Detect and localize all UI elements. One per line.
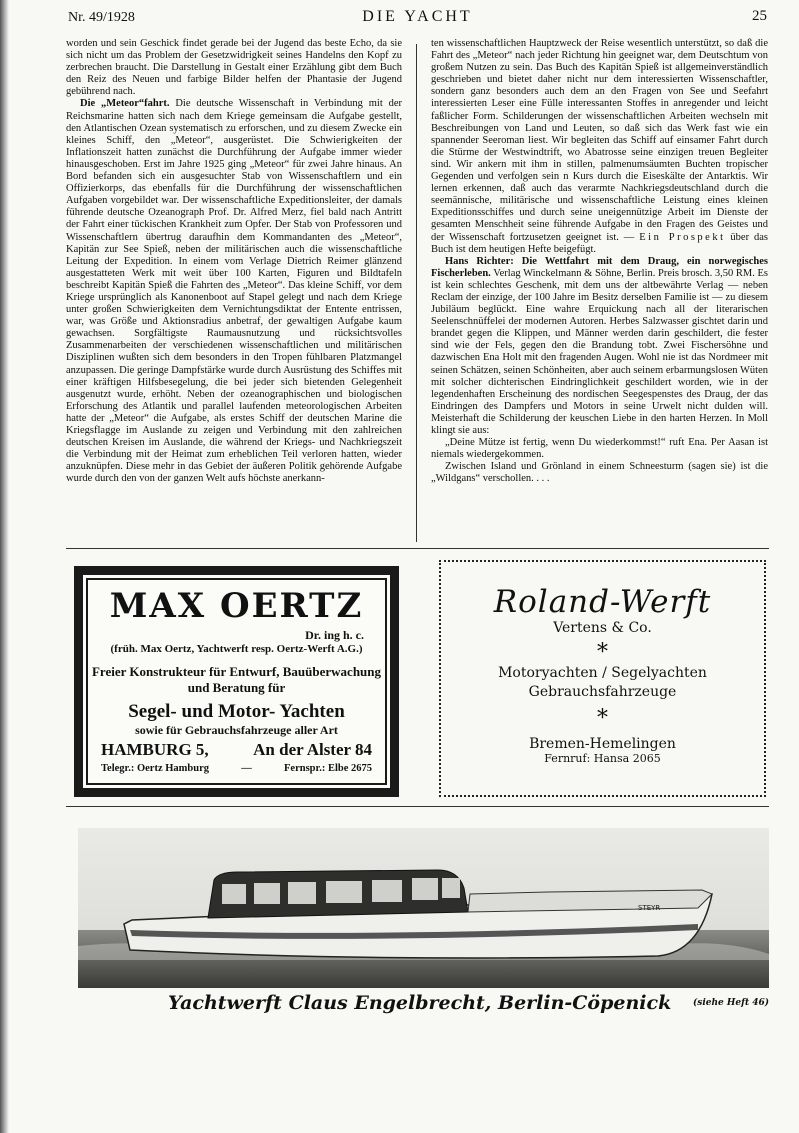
paragraph-closing: Zwischen Island und Grönland in einem Schneesturm (sagen sie) ist die „Wildgans“ verschollen. . . .	[431, 461, 768, 485]
cabin-window	[254, 883, 280, 904]
ad-phone: Fernspr.: Elbe 2675	[284, 763, 372, 774]
page-binding-edge	[0, 0, 9, 1133]
paragraph: worden und sein Geschick findet gerade bei der Jugend das beste Echo, da sie sich nicht um das Problem der Gesetzwidrigkeit seines Handelns den Kopf zu zerbrechen braucht. Die Darstellung in Gestalt einer Erzählung gibt dem Buch den Reiz des Neuen und farbige Bilder helfen der Phantasie der Jugend gebührend nach.	[66, 38, 402, 98]
ad-specialty: Segel- und Motor- Yachten	[128, 701, 345, 722]
cabin-window	[412, 878, 438, 900]
magazine-title: DIE YACHT	[362, 8, 473, 25]
ad-owner: Vertens & Co.	[553, 620, 652, 636]
ad-title: Dr. ing h. c.	[305, 628, 364, 642]
paragraph-quote: „Deine Mütze ist fertig, wenn Du wiederkommst!“ ruft Ena. Per Aasan ist niemals wiedergekommen.	[431, 437, 768, 461]
paragraph: ten wissenschaftlichen Hauptzweck der Reise wesentlich unterstützt, so daß die Fahrt des „Meteor“ nach jeder Richtung hin geeignet war, dem Deutschtum von großem Nutzen zu sein. Das Buch des Kapitän Spieß ist allgemeinverständlich geschrieben und bietet daher nicht nur dem interessierten Wissenschaftler, sondern ganz besonders auch dem an den Fragen von See und Seefahrt interessierten Leser eine Fülle interessanten Stoffes in anregender und leicht faßlicher Form. Schilderungen der wissenschaftlichen Arbeiten wechseln mit Beschreibungen von Land und Leuten, so daß sich das Werk fast wie ein spannender Seeroman liest. Wir begleiten das Schiff auf einsamer Fahrt durch die Stürme der Westwindtrift, wo Abatrosse seine einzigen treuen Begleiter sind. Wir ankern mit ihm in stillen, palmenumsäumten Buchten tropischer Gegenden und verfolgen sein n Kurs durch die Eiseskälte der Antarktis. Wir lernen erkennen, daß auch das verarmte Nachkriegsdeutschland durch die seemännische, militärische und wissenschaftliche Leistung eines kleinen Expeditionsschiffes und durch seine uneigennützige Arbeit im Dienste der gesamten Menschheit seine führende Aufgabe in den Fragen des Geistes und der Wissenschaft fortzusetzen geeignet ist. — Ein Prospekt über das Buch ist dem heutigen Hefte beigefügt.	[431, 38, 768, 255]
spaced-text: Ein Prospekt	[639, 231, 726, 243]
cabin-window	[372, 880, 402, 902]
ad-star: *	[597, 706, 608, 731]
ad-line1: Motoryachten / Segelyachten	[498, 665, 707, 681]
text-column-left	[66, 38, 402, 485]
paragraph-draug: Hans Richter: Die Wettfahrt mit dem Draug, ein norwegisches Fischerleben. Verlag Winckelmann & Söhne, Berlin. Preis brosch. 3,50 RM. Es ist kein schlechtes Geschenk, mit dem uns der altbewährte Verlag — neben Reclam der einzige, der 100 Jahre im Besitz derselben Familie ist — zu diesem Jubiläum beglückt. Eine wahre Erquickung nach all der literarischen Seelenschnüffelei der modernen Autoren. Herbes Salzwasser gischtet darin und brandet gegen die Klippen, und Männer werden darin geschildert, die fester sind wie der Fels, gegen den die Brandung tobt. Zwei Fischersöhne und dazwischen Ena Holt mit den fragenden Augen. Wohl nie ist das Nordmeer mit seinen Schätzen, seinen Schönheiten, aber auch seinem erbarmungslosen Wüten mit solcher dichterischen Eindringlichkeit geschildert worden, wie in der legendenhaften Erscheinung des nordischen Seegespenstes des Draug, der das Eindringen des Dampfers und Motors in seine Urwelt nicht dulden will. Meisterhaft die Schilderung der keuschen Liebe in den harten Herzen. In Moll klingt sie aus:	[431, 255, 768, 436]
advertisement-roland-werft	[439, 560, 766, 797]
ad-line2: Gebrauchsfahrzeuge	[528, 684, 677, 700]
ad-star: *	[597, 640, 608, 665]
section-rule	[66, 806, 769, 807]
cabin-window	[326, 881, 362, 903]
ad-street: An der Alster 84	[253, 740, 372, 759]
foredeck	[468, 890, 712, 912]
cabin-window	[288, 882, 316, 904]
ad-address	[83, 740, 390, 760]
ad-telegram: Telegr.: Oertz Hamburg	[101, 763, 209, 774]
section-rule	[66, 548, 769, 549]
text-column-right	[431, 38, 768, 485]
ad-phone: Fernruf: Hansa 2065	[544, 752, 661, 765]
ad-location: Bremen-Hemelingen	[529, 736, 676, 752]
advertisement-max-oertz	[74, 566, 399, 797]
ad-name: Roland-Werft	[493, 584, 712, 620]
ad-services: Freier Konstrukteur für Entwurf, Bauüberwachung und Beratung für	[91, 664, 382, 695]
cabin-window	[222, 884, 246, 904]
page-header	[68, 6, 767, 28]
photo-caption: Yachtwerft Claus Engelbrecht, Berlin-Cöpenick	[168, 992, 672, 1014]
ad-name: MAX OERTZ	[109, 586, 364, 626]
ad-also: sowie für Gebrauchsfahrzeuge aller Art	[135, 723, 338, 737]
column-divider	[416, 44, 417, 542]
issue-number: Nr. 49/1928	[68, 10, 135, 25]
motor-yacht-photo	[78, 828, 769, 988]
review-heading: Hans Richter: Die Wettfahrt mit dem Draug, ein norwegisches Fischerleben.	[431, 255, 768, 279]
ad-contacts	[83, 763, 390, 774]
caption-note: (siehe Heft 46)	[693, 998, 770, 1008]
review-heading: Die „Meteor“fahrt.	[80, 98, 170, 110]
paragraph-meteor: Die „Meteor“fahrt. Die deutsche Wissenschaft in Verbindung mit der Reichsmarine hatten sich nach dem Kriege gemeinsam die Aufgabe gestellt, den Atlantischen Ozean systematisch zu erforschen, und zu diesem Zwecke ein kleines Schiff, den „Meteor“, ausgerüstet. Die Schwierigkeiten der Inflationszeit hatten zunächst die Durchführung der Aufgabe immer wieder hinausgeschoben. Erst im Jahre 1925 ging „Meteor“ für zwei Jahre hinaus. An Bord befanden sich ein ausgesuchter Stab von Wissenschaftlern und ein Offizierkorps, das ebenfalls für die Durchführung der wissenschaftlichen Aufgaben vorgebildet war. Der wissenschaftliche Expeditionsleiter, der damals führende deutsche Ozeanograph Prof. Dr. Alfred Merz, fiel bald nach Antritt der Fahrt einer tückischen Krankheit zum Opfer. Der Stab von Professoren und Wissenschaftlern übertrug daraufhin dem Kommandanten des „Meteor“, Kapitän zur See Spieß, neben der militärischen auch die wissenschaftliche Leitung der Expedition. In einem vom Verlage Dietrich Reimer glänzend ausgestatteten Werk mit weit über 100 Karten, Figuren und Bildtafeln beschreibt Kapitän Spieß die Fahrten des „Meteor“. Das kleine Schiff, vor dem Kriege ursprünglich als Kanonenboot auf Stapel gelegt und nach dem Kriege unter großen Schwierigkeiten dem Vernichtungsdiktat der Entente entrissen, war, was Größe und Aktionsradius anbetraf, der gewaltigen Aufgabe kaum gewachsen. Sorgfältigste Raumausnutzung und rücksichtsvolles Zusammenarbeiten der verschiedenen wissenschaftlichen und militärischen Disziplinen wußten sich dem besonders in den Tropen fühlbaren Platzmangel anzupassen. Die geringe Dampfstärke wurde durch Ausrüstung des Schiffes mit einer kräftigen Hilfsbesegelung, die bei jeder sich bietenden Gelegenheit ausgenutzt wurde, erhöht. Neben der ozeanographischen und biologischen Erforschung des Atlantik und parallel laufenden meteorologischen Arbeiten hatte der „Meteor“ die Aufgabe, als erstes Schiff der deutschen Marine die Kriegsflagge im Auslande zu zeigen und Verbindung mit den zahlreichen deutschen Kreisen im Auslande, die während der Kriegs- und Nachkriegszeit die Verbindung mit der Heimat zum erheblichen Teil verloren hatten, wieder anzuknüpfen. Diese mehr in das Gebiet der äußeren Politik gehörende Aufgabe wurde durch den von der ganzen Welt aufs höchste anerkann-	[66, 98, 402, 485]
ad-city: HAMBURG 5,	[101, 740, 209, 759]
ad-former: (früh. Max Oertz, Yachtwerft resp. Oertz-Werft A.G.)	[110, 643, 363, 655]
ad-dash: —	[241, 763, 252, 774]
boat-name-label: STEYR	[638, 904, 661, 912]
cabin-window	[442, 878, 460, 898]
page-number: 25	[752, 8, 767, 24]
